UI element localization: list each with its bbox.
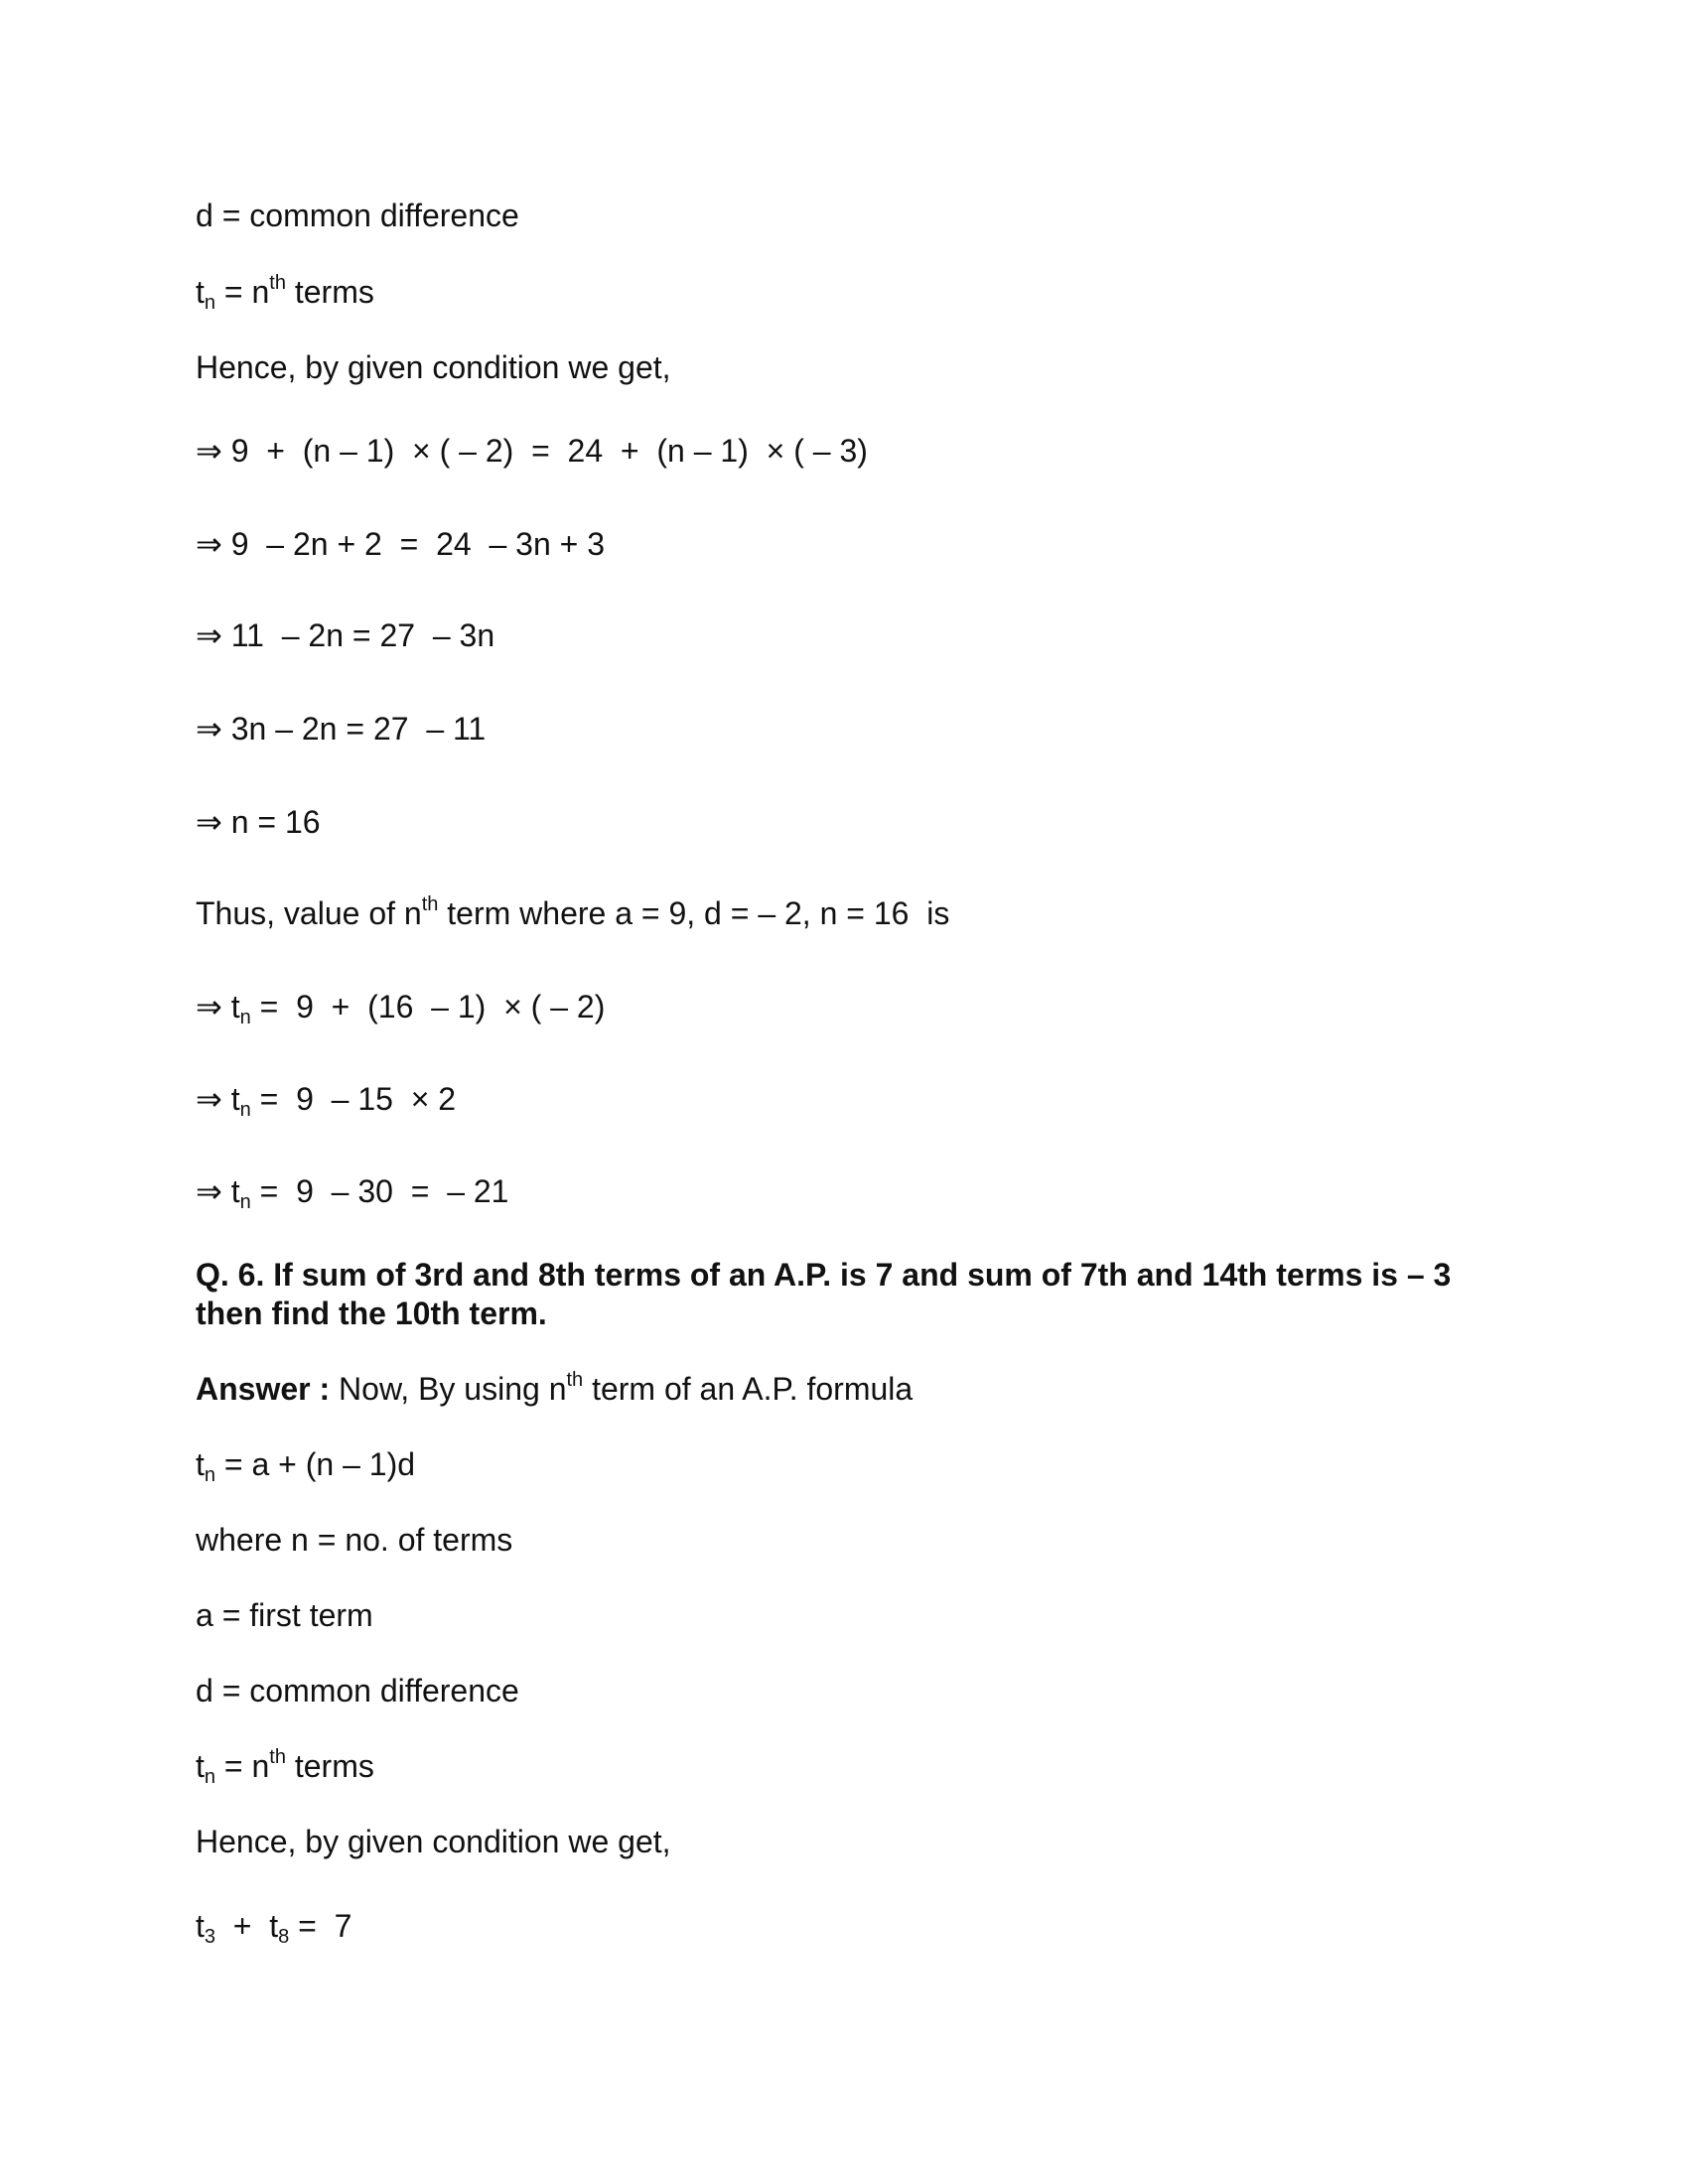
answer-intro: Answer : Now, By using $n^{th}$ term of an A.P. formula bbox=[196, 1369, 914, 1407]
definition-tn: $t_n = n^{th}$ terms bbox=[196, 272, 374, 314]
equation-t3-t8: $t_3 + t_8 = 7$ bbox=[196, 1908, 352, 1948]
definition-d: d = common difference bbox=[196, 198, 519, 233]
equation-step-1: ⇒ 9 + (n – 1) × ( – 2) = 24 + (n – 1) × ( – 3) bbox=[196, 433, 868, 469]
definition-n: where n = no. of terms bbox=[196, 1522, 513, 1558]
equation-step-2: ⇒ 9 – 2n + 2 = 24 – 3n + 3 bbox=[196, 526, 605, 562]
answer-label: Answer : bbox=[196, 1371, 331, 1407]
thus-statement: Thus, value of $n^{th}$ term where a = 9, d = – 2, n = 16 is bbox=[196, 893, 950, 931]
hence-statement: Hence, by given condition we get, bbox=[196, 349, 671, 385]
tn-step-2: ⇒ $t_n = 9 - 15 \times 2$ bbox=[196, 1081, 457, 1121]
definition-tn-2: $t_n = n^{th}$ terms bbox=[196, 1746, 374, 1788]
equation-step-3: ⇒ 11 – 2n = 27 – 3n bbox=[196, 617, 495, 653]
definition-a: a = first term bbox=[196, 1597, 373, 1633]
hence-statement-2: Hence, by given condition we get, bbox=[196, 1824, 671, 1859]
definition-d-2: d = common difference bbox=[196, 1673, 519, 1708]
tn-step-3: ⇒ $t_n = 9 - 30$ = – 21 bbox=[196, 1173, 509, 1213]
tn-step-1: ⇒ $t_n = 9 + (16 - 1)$ × ( – 2) bbox=[196, 989, 606, 1028]
question-6: Q. 6. If sum of 3rd and 8th terms of an A.P. is 7 and sum of 7th and 14th terms is – 3 then find the 10th term. bbox=[196, 1257, 1452, 1331]
equation-step-4: ⇒ 3n – 2n = 27 – 11 bbox=[196, 711, 487, 747]
equation-step-5: ⇒ n = 16 bbox=[196, 804, 321, 840]
formula: $t_n = a + (n - 1)d$ bbox=[196, 1446, 416, 1486]
